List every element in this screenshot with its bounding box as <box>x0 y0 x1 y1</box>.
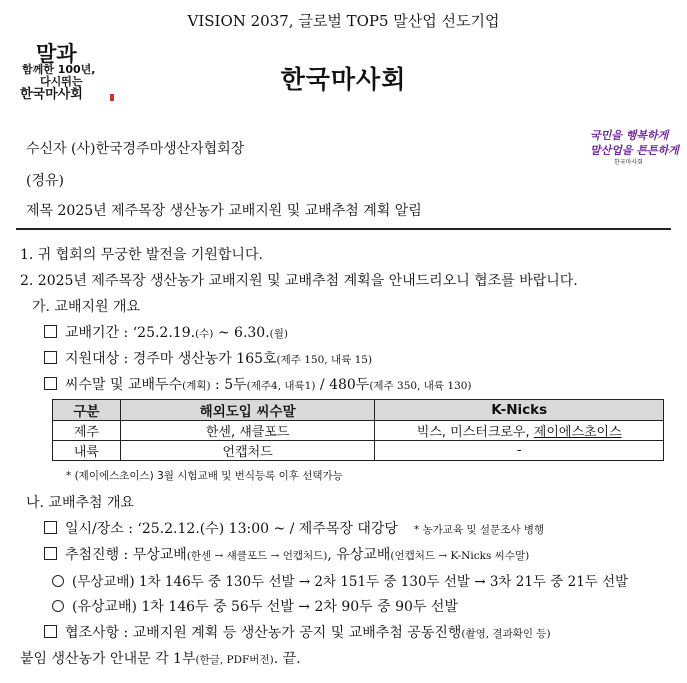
subject-line: 제목 2025년 제주목장 생산농가 교배지원 및 교배추첨 계획 알림 <box>26 203 422 219</box>
checkbox-icon <box>44 547 57 560</box>
cooperation-label: 협조사항 : 교배지원 계획 등 생산농가 공지 및 교배추첨 공동진행 <box>65 625 462 641</box>
table-header-cell: 해외도입 씨수말 <box>120 400 375 421</box>
knicks-marked: 제이에스초이스 <box>533 425 622 440</box>
stallion-label: 씨수말 및 교배두수 <box>65 377 183 393</box>
header-divider <box>16 228 671 230</box>
right-logo-sub: 한국마사회 <box>614 159 643 166</box>
period-day1: (수) <box>195 328 214 340</box>
circle-bullet-icon <box>52 575 64 587</box>
paragraph-2: 2. 2025년 제주목장 생산농가 교배지원 및 교배추첨 계획을 안내드리오니 협조를 바랍니다. <box>20 273 578 289</box>
datetime-note: * 농가교육 및 설문조사 병행 <box>413 524 545 536</box>
period-label: 교배기간 : ‘25.2.19. <box>65 325 196 341</box>
imported-cell: 언캡처드 <box>120 441 375 461</box>
free-mating-line <box>52 570 628 590</box>
via-line: (경유) <box>26 173 64 189</box>
logo-line-1: 말과 <box>36 42 77 66</box>
knicks-cell <box>375 441 664 461</box>
paid-mating-line <box>52 596 458 616</box>
stallion-mid: : 5두 <box>210 377 247 393</box>
stallion-mid2: / 480두 <box>315 377 370 393</box>
attachment-label: 붙임 생산농가 안내문 각 1부 <box>20 651 196 667</box>
paragraph-1: 1. 귀 협회의 무궁한 발전을 기원합니다. <box>20 247 263 263</box>
free-mating-text: (무상교배) 1차 146두 중 130두 선발 → 2차 151두 중 130두 선발 → 3차 21두 중 21두 선발 <box>72 574 629 590</box>
right-logo-line-1: 국민을 행복하게 <box>590 129 669 142</box>
checkbox-icon <box>44 325 57 338</box>
target-note: (제주 150, 내륙 15) <box>276 354 373 366</box>
stallion-table <box>52 399 664 461</box>
knicks-plain: - <box>516 443 522 458</box>
attachment-end: . 끝. <box>273 651 301 667</box>
table-header-cell: 구분 <box>53 400 121 421</box>
region-cell: 내륙 <box>53 441 121 461</box>
attachment-line <box>20 648 301 668</box>
cooperation-note: (촬영, 결과확인 등) <box>461 628 551 640</box>
imported-cell: 한센, 섀클포드 <box>120 421 375 441</box>
process-item <box>44 544 529 564</box>
right-logo <box>590 128 679 186</box>
checkbox-icon <box>44 351 57 364</box>
region-cell: 제주 <box>53 421 121 441</box>
table-header-row <box>53 400 664 421</box>
table-header-cell: K-Nicks <box>375 400 664 421</box>
attachment-note: (한글, PDF버전) <box>195 654 274 666</box>
table-row <box>53 421 664 441</box>
vision-slogan: VISION 2037, 글로벌 TOP5 말산업 선도기업 <box>187 12 500 30</box>
cooperation-item <box>44 622 551 642</box>
section-b-heading: 나. 교배추첨 개요 <box>26 495 135 511</box>
paid-mating-text: (유상교배) 1차 146두 중 56두 선발 → 2차 90두 중 90두 선발 <box>72 599 458 615</box>
period-day2: (월) <box>269 328 289 340</box>
datetime-label: 일시/장소 : ‘25.2.12.(수) 13:00 ~ / 제주목장 대강당 <box>65 521 398 537</box>
process-mid: , 유상교배 <box>327 547 391 563</box>
stallion-note2: (제주4, 내륙1) <box>246 380 316 392</box>
datetime-item <box>44 518 544 538</box>
section-a-heading: 가. 교배지원 개요 <box>32 299 141 315</box>
target-item <box>44 348 372 368</box>
process-note1: (한센 → 섀클포드 → 언캡처드) <box>186 550 328 562</box>
stallion-item <box>44 374 472 394</box>
checkbox-icon <box>44 625 57 638</box>
table-row <box>53 441 664 461</box>
period-item <box>44 322 288 342</box>
knicks-cell <box>375 421 664 441</box>
logo-line-2: 함께한 100년, <box>22 63 96 76</box>
logo-line-3: 다시뛰는 <box>40 75 83 88</box>
stallion-note1: (계획) <box>182 380 211 392</box>
table-footnote: * (제이에스초이스) 3월 시험교배 및 번식등록 이후 선택가능 <box>66 470 343 482</box>
process-label: 추첨진행 : 무상교배 <box>65 547 187 563</box>
stallion-note3: (제주 350, 내륙 130) <box>369 380 472 392</box>
process-note2: (언캡처드 → K-Nicks 씨수말) <box>390 550 530 562</box>
circle-bullet-icon <box>52 600 64 612</box>
right-logo-line-2: 말산업을 튼튼하게 <box>590 144 679 157</box>
knicks-plain: 빅스, 미스터크로우, <box>416 425 534 440</box>
logo-line-4: 한국마사회 <box>20 87 83 102</box>
target-label: 지원대상 : 경주마 생산농가 165호 <box>65 351 277 367</box>
checkbox-icon <box>44 521 57 534</box>
recipient-line: 수신자 (사)한국경주마생산자협회장 <box>26 141 245 157</box>
checkbox-icon <box>44 377 57 390</box>
period-mid: ~ 6.30. <box>213 325 270 341</box>
organization-title: 한국마사회 <box>280 65 407 94</box>
